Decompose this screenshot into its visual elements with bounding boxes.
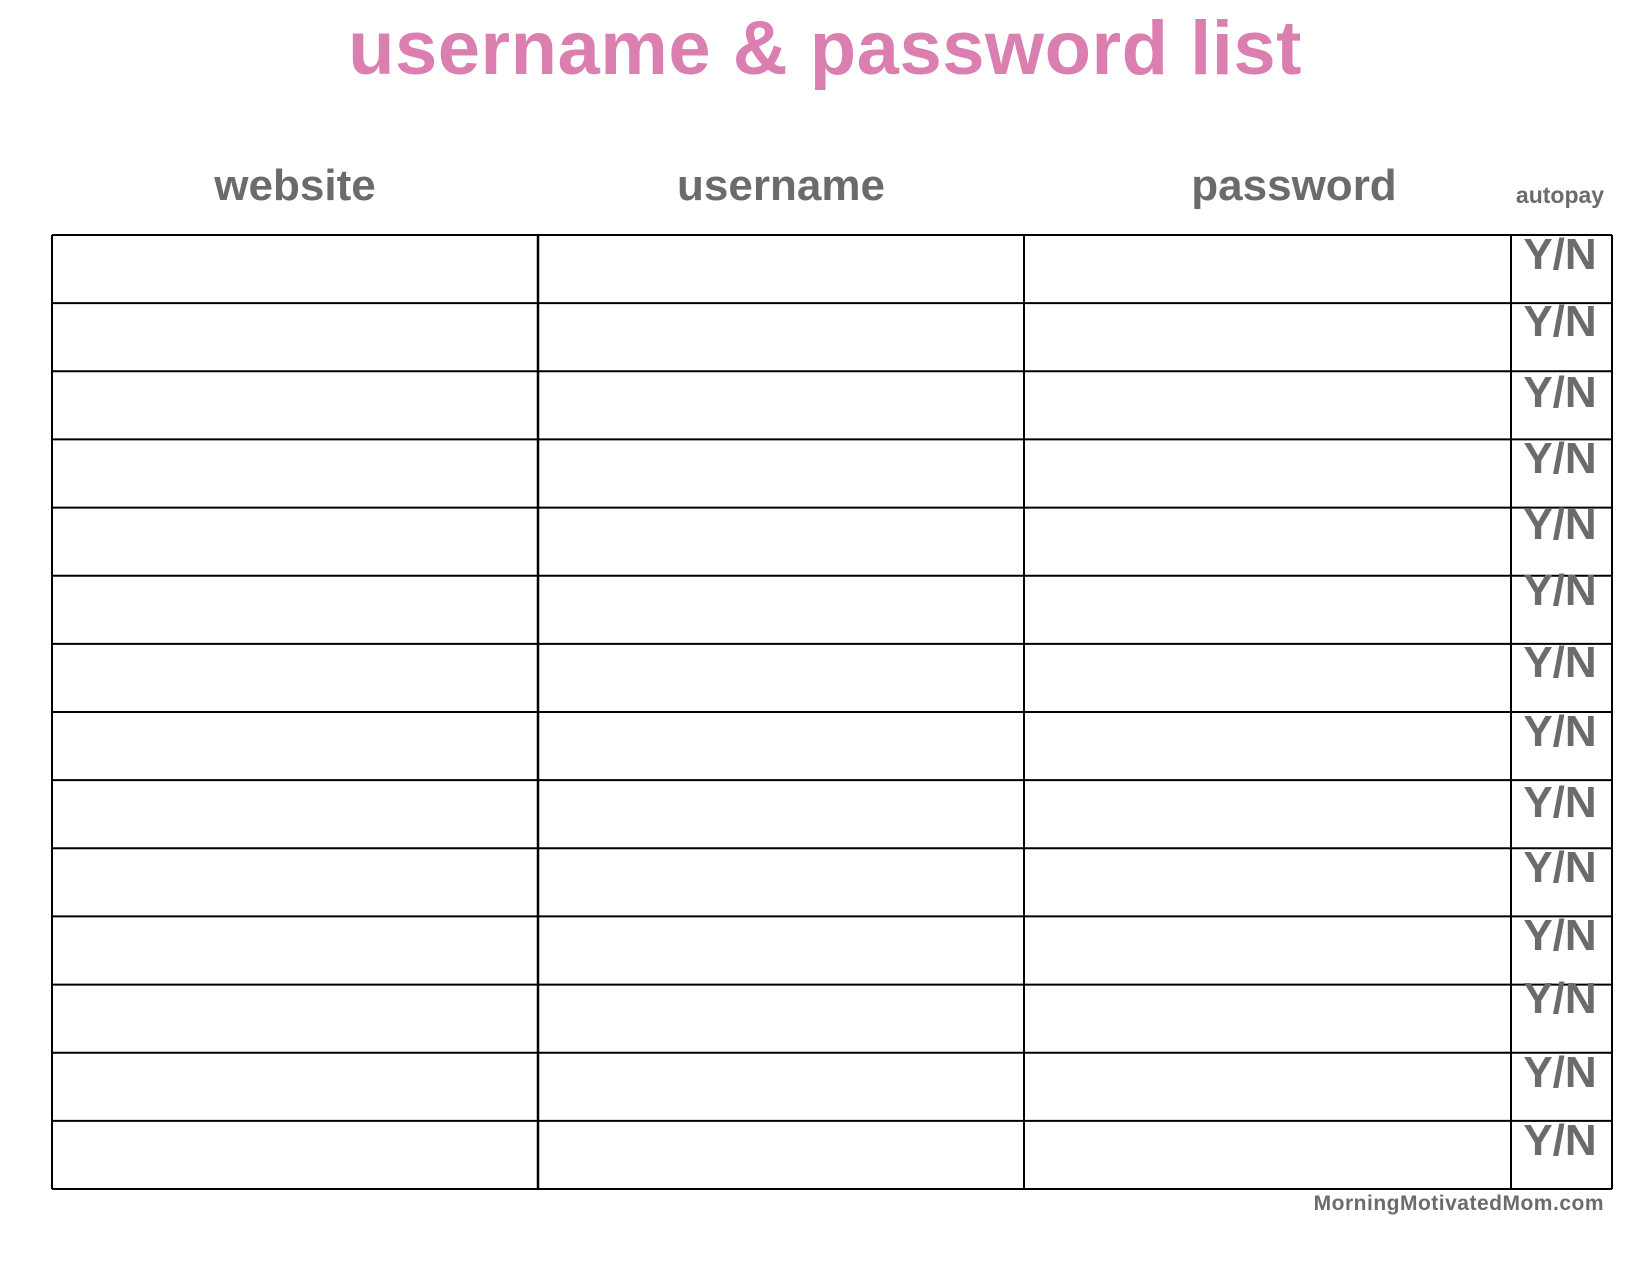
header-autopay: autopay <box>1515 182 1605 208</box>
autopay-yn-option[interactable]: Y/N <box>1523 778 1597 828</box>
header-password: password <box>1191 161 1397 210</box>
autopay-yn-option[interactable]: Y/N <box>1523 368 1597 418</box>
autopay-yn-option[interactable]: Y/N <box>1523 1047 1597 1097</box>
autopay-yn-option[interactable]: Y/N <box>1523 230 1597 279</box>
autopay-yn-option[interactable]: Y/N <box>1523 499 1597 549</box>
autopay-yn-option[interactable]: Y/N <box>1523 434 1597 484</box>
autopay-yn-option[interactable]: Y/N <box>1523 973 1597 1023</box>
autopay-yn-option[interactable]: Y/N <box>1523 637 1597 687</box>
autopay-yn-option[interactable]: Y/N <box>1523 1115 1597 1165</box>
autopay-yn-option[interactable]: Y/N <box>1523 843 1597 893</box>
footer-credit: MorningMotivatedMom.com <box>1313 1192 1604 1215</box>
autopay-yn-option[interactable]: Y/N <box>1523 565 1597 615</box>
autopay-yn-option[interactable]: Y/N <box>1523 297 1597 347</box>
autopay-yn-option[interactable]: Y/N <box>1523 911 1597 961</box>
header-username: username <box>677 161 885 210</box>
autopay-yn-option[interactable]: Y/N <box>1523 707 1597 756</box>
header-website: website <box>214 161 376 210</box>
page-title: username & password list <box>348 6 1302 91</box>
